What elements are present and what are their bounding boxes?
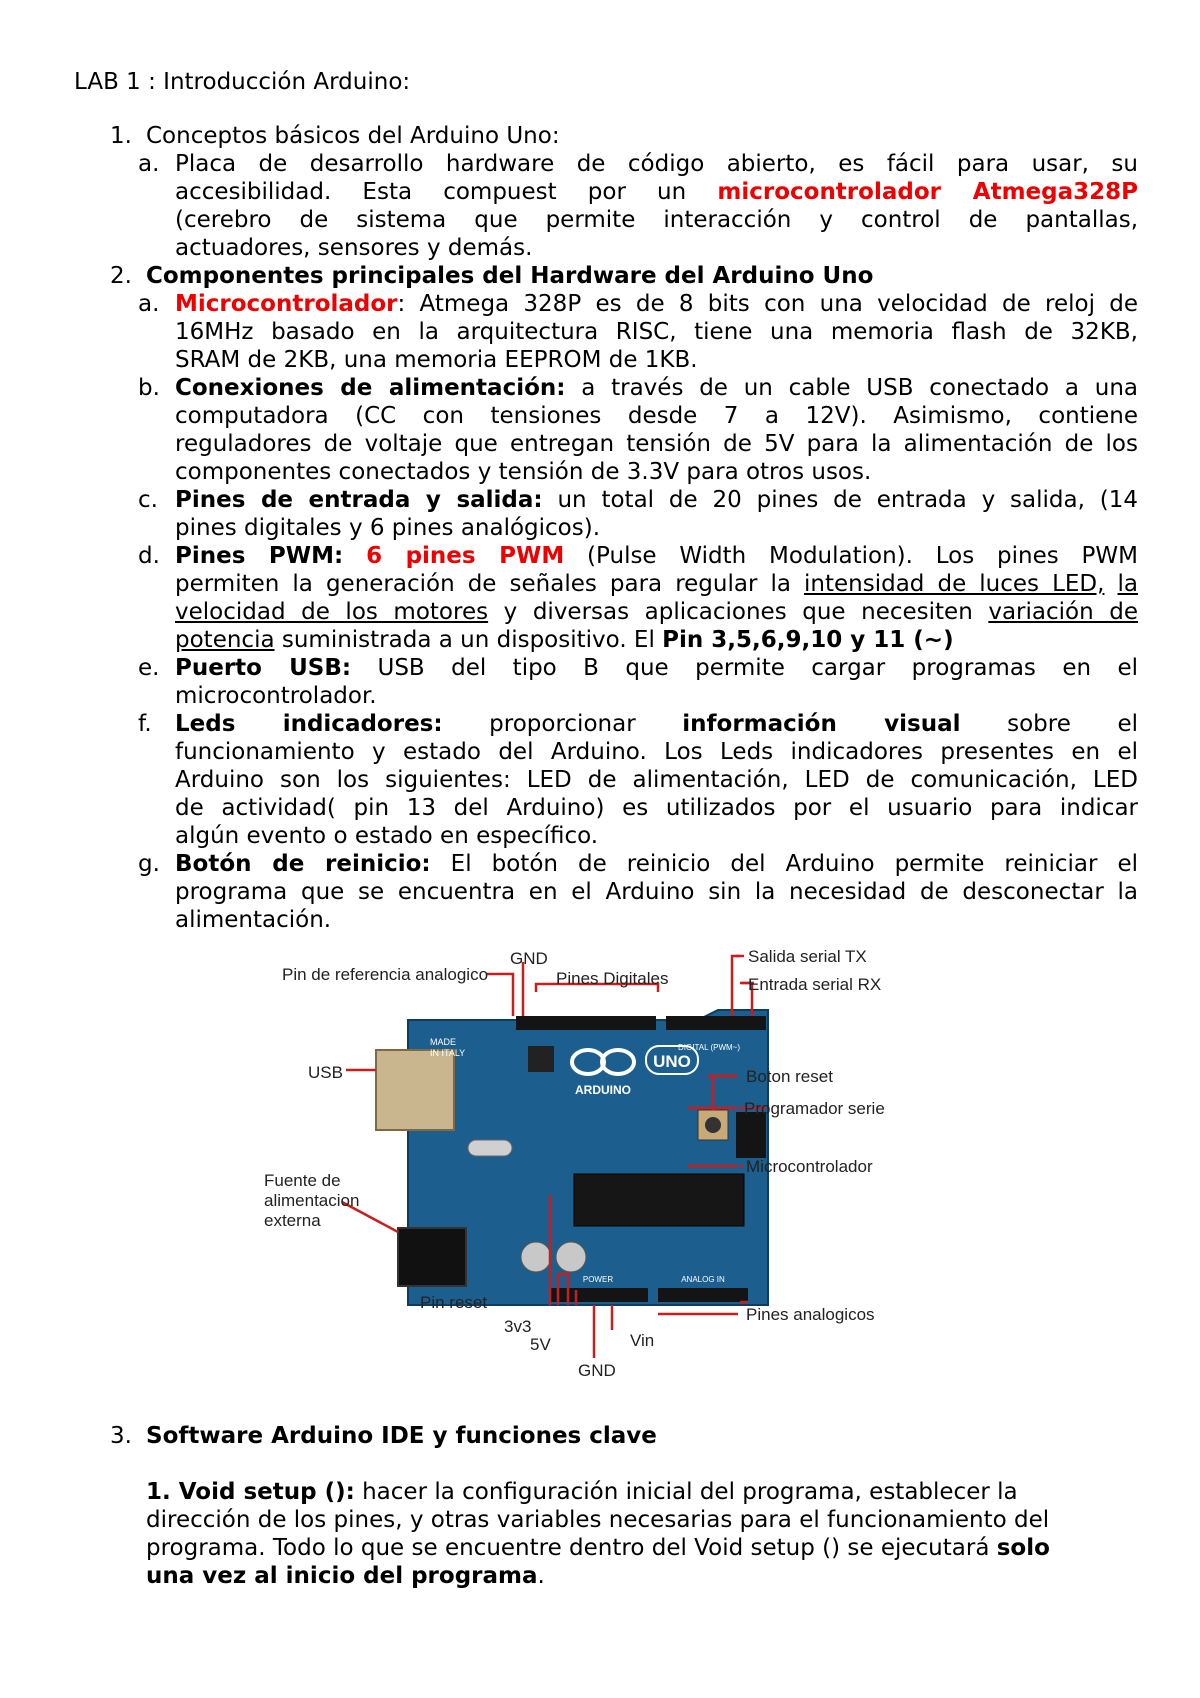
- item-2d-red-label: 6 pines PWM: [366, 543, 565, 569]
- atmega-chip: [574, 1174, 744, 1226]
- uno-text: UNO: [653, 1052, 691, 1071]
- made-text-2: IN ITALY: [430, 1048, 466, 1058]
- usb-chip: [528, 1046, 554, 1072]
- section-3-heading: Software Arduino IDE y funciones clave: [146, 1423, 657, 1449]
- void-setup-bold-1: solo: [996, 1535, 1050, 1561]
- void-setup-label: 1. Void setup ():: [146, 1479, 355, 1505]
- arduino-text: ARDUINO: [575, 1083, 631, 1097]
- item-2f-marker: f.: [138, 711, 152, 737]
- item-2c-text: un total de 20 pines de entrada y salida, (14: [557, 487, 1139, 513]
- crystal: [468, 1140, 512, 1156]
- capacitor-2: [556, 1242, 586, 1272]
- item-2d-pins: Pin 3,5,6,9,10 y 11 (~): [662, 627, 954, 653]
- item-2d-underline-5: potencia: [175, 627, 275, 653]
- pointer-tx: [732, 956, 740, 1016]
- analog-header: [658, 1288, 748, 1302]
- item-2a-line-2: 16MHz basado en la arquitectura RISC, tiene una memoria flash de 32KB,: [175, 319, 1138, 345]
- label-3v3: 3v3: [504, 1317, 532, 1336]
- digital-header-right: [666, 1016, 766, 1030]
- item-2b-label: Conexiones de alimentación:: [175, 375, 566, 401]
- item-2d-underline-4: variación de: [988, 599, 1138, 625]
- item-2a-label: Microcontrolador: [175, 291, 398, 317]
- icsp-header: [736, 1112, 766, 1158]
- label-pin-ref: Pin de referencia analogico: [282, 965, 489, 984]
- item-2d-marker: d.: [138, 543, 160, 569]
- item-2b-marker: b.: [138, 375, 160, 401]
- void-setup-line-2: dirección de los pines, y otras variables necesarias para el funcionamiento del: [146, 1507, 1050, 1533]
- void-setup-text-1: hacer la configuración inicial del programa, establecer la: [362, 1479, 1018, 1505]
- item-2e-line-1: [175, 654, 1138, 682]
- item-2e-line-2: microcontrolador.: [175, 683, 377, 709]
- label-fuente-2: alimentacion: [264, 1191, 360, 1210]
- item-2d-line-4: [175, 626, 954, 654]
- item-2e-marker: e.: [138, 655, 160, 681]
- item-2g-label: Botón de reinicio:: [175, 851, 431, 877]
- item-2a-marker: a.: [138, 291, 160, 317]
- label-micro: Microcontrolador: [746, 1157, 873, 1176]
- item-2d-underline-1: intensidad de luces LED,: [804, 571, 1105, 597]
- item-2f-text-a: proporcionar: [489, 711, 636, 737]
- item-2f-text-c: sobre el: [1007, 711, 1139, 737]
- document-title: LAB 1 : Introducción Arduino:: [74, 69, 411, 95]
- item-2d-text-3: y diversas aplicaciones que necesiten: [503, 599, 973, 625]
- item-2f-line-4: de actividad( pin 13 del Arduino) es utilizados por el usuario para indicar: [175, 795, 1138, 821]
- arduino-uno-diagram: [258, 950, 968, 1382]
- item-2c-line-1: [175, 486, 1138, 514]
- pointer-pin-ref: [486, 974, 513, 1016]
- label-gnd-top: GND: [510, 950, 548, 968]
- item-2d-underline-2: la: [1117, 571, 1138, 597]
- void-setup-bold-2: una vez al inicio del programa: [146, 1563, 538, 1589]
- item-2b-line-4: componentes conectados y tensión de 3.3V para otros usos.: [175, 459, 872, 485]
- item-1a-text: accesibilidad. Esta compuest por un: [175, 179, 687, 205]
- power-text: POWER: [582, 1275, 614, 1284]
- item-1a-line-4: actuadores, sensores y demás.: [175, 235, 533, 261]
- label-pines-digitales: Pines Digitales: [556, 969, 669, 988]
- section-3-number: 3.: [110, 1423, 132, 1449]
- label-pin-reset: Pin reset: [420, 1293, 488, 1312]
- item-2g-line-1: [175, 850, 1138, 878]
- power-header: [550, 1288, 648, 1302]
- item-2c-marker: c.: [138, 487, 158, 513]
- reset-button-cap: [705, 1117, 721, 1133]
- item-2b-line-1: [175, 374, 1138, 402]
- item-2b-text: a través de un cable USB conectado a una: [581, 375, 1139, 401]
- item-2d-text-4: suministrada a un dispositivo. El: [281, 627, 655, 653]
- item-2a-line-3: SRAM de 2KB, una memoria EEPROM de 1KB.: [175, 347, 698, 373]
- item-2d-line-2: [175, 570, 1138, 598]
- section-1-heading: Conceptos básicos del Arduino Uno:: [146, 123, 560, 149]
- label-pines-analogicos: Pines analogicos: [746, 1305, 875, 1324]
- item-2f-line-5: algún evento o estado en específico.: [175, 823, 599, 849]
- item-2g-text: El botón de reinicio del Arduino permite reiniciar el: [450, 851, 1139, 877]
- made-text-1: MADE: [430, 1037, 457, 1047]
- item-2a-text: : Atmega 328P es de 8 bits con una velocidad de reloj de: [397, 291, 1138, 317]
- item-2g-line-2: programa que se encuentra en el Arduino sin la necesidad de desconectar la: [175, 879, 1138, 905]
- void-setup-line-3: [146, 1534, 1050, 1562]
- item-2d-underline-3: velocidad de los motores: [175, 599, 489, 625]
- power-jack: [398, 1228, 466, 1286]
- label-entrada-rx: Entrada serial RX: [748, 975, 882, 994]
- section-1-number: 1.: [110, 123, 132, 149]
- item-2b-line-2: computadora (CC con tensiones desde 7 a 12V). Asimismo, contiene: [175, 403, 1138, 429]
- section-2-heading: Componentes principales del Hardware del Arduino Uno: [146, 263, 874, 289]
- item-2d-line-1: [175, 542, 1138, 570]
- item-2b-line-3: reguladores de voltaje que entregan tensión de 5V para la alimentación de los: [175, 431, 1138, 457]
- capacitor-1: [521, 1242, 551, 1272]
- analog-text: ANALOG IN: [681, 1275, 725, 1284]
- item-2d-line-3: [175, 598, 1138, 626]
- label-salida-tx: Salida serial TX: [748, 950, 867, 966]
- item-2d-text-2: permiten la generación de señales para regular la: [175, 571, 791, 597]
- item-2f-line-2: funcionamiento y estado del Arduino. Los Leds indicadores presentes en el: [175, 739, 1138, 765]
- item-2c-label: Pines de entrada y salida:: [175, 487, 543, 513]
- item-2a-line-1: [175, 290, 1138, 318]
- item-1a-marker: a.: [138, 151, 160, 177]
- item-1a-line-3: (cerebro de sistema que permite interacción y control de pantallas,: [175, 207, 1138, 233]
- label-5v: 5V: [530, 1335, 551, 1354]
- item-2g-marker: g.: [138, 851, 160, 877]
- item-1a-line-2: [175, 178, 1138, 206]
- void-setup-line-1: [146, 1478, 1018, 1506]
- item-2f-label: Leds indicadores:: [175, 711, 443, 737]
- label-boton-reset: Boton reset: [746, 1067, 833, 1086]
- item-2g-line-3: alimentación.: [175, 907, 332, 933]
- digital-header-left: [516, 1016, 656, 1030]
- label-fuente-1: Fuente de: [264, 1171, 341, 1190]
- usb-connector: [376, 1050, 454, 1130]
- void-setup-line-4: [146, 1562, 545, 1590]
- item-2d-text: (Pulse Width Modulation). Los pines PWM: [587, 543, 1139, 569]
- label-fuente-3: externa: [264, 1211, 321, 1230]
- item-2f-text-b: información visual: [682, 711, 961, 737]
- item-1a-line-1: Placa de desarrollo hardware de código abierto, es fácil para usar, su: [175, 151, 1138, 177]
- item-2d-label: Pines PWM:: [175, 543, 344, 569]
- label-vin: Vin: [630, 1331, 655, 1350]
- item-2f-line-1: [175, 710, 1138, 738]
- item-2e-label: Puerto USB:: [175, 655, 352, 681]
- digital-text: DIGITAL (PWM~): [678, 1043, 740, 1052]
- item-2f-line-3: Arduino son los siguientes: LED de alimentación, LED de comunicación, LED: [175, 767, 1138, 793]
- label-gnd-bottom: GND: [578, 1361, 616, 1380]
- label-programador: Programador serie: [744, 1099, 885, 1118]
- section-2-number: 2.: [110, 263, 132, 289]
- microcontroller-highlight: microcontrolador Atmega328P: [717, 179, 1139, 205]
- item-2e-text: USB del tipo B que permite cargar programas en el: [377, 655, 1138, 681]
- item-2c-line-2: pines digitales y 6 pines analógicos).: [175, 515, 601, 541]
- void-setup-text-3: programa. Todo lo que se encuentre dentro del Void setup () se ejecutará: [146, 1535, 990, 1561]
- label-usb: USB: [308, 1063, 343, 1082]
- void-setup-end: .: [537, 1563, 545, 1589]
